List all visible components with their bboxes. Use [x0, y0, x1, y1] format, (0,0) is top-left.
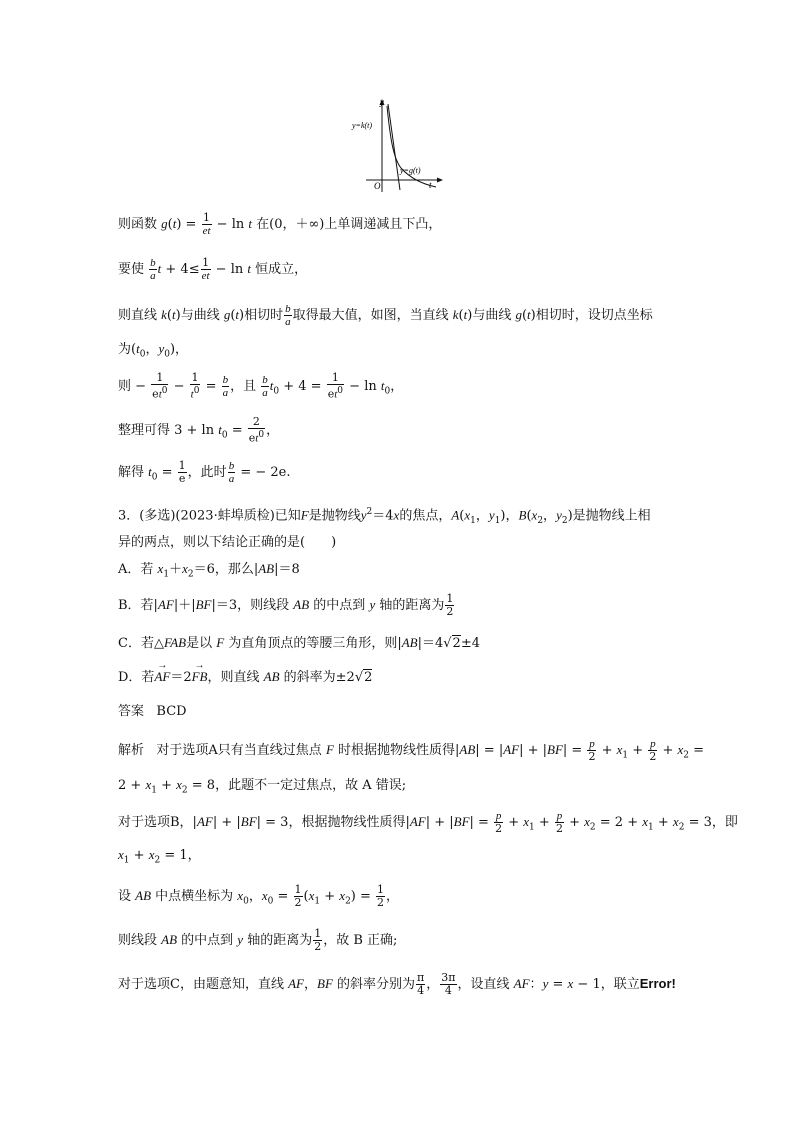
- option-a: A．若 $x_1+x_2=6$，那么|AB|＝8: [118, 561, 300, 580]
- answer-label: 答案: [118, 704, 145, 719]
- answer-value: BCD: [156, 704, 187, 719]
- t-axis-arrow: [437, 178, 443, 183]
- origin-label: O: [374, 181, 381, 191]
- analysis-label: 解析: [118, 743, 145, 758]
- analysis-line-4: $x_1 + x_2 = 1$，: [118, 847, 201, 866]
- analysis-line-6: 则线段 AB 的中点到 y 轴的距离为 $\frac{1}{2}$ ，故 B 正确;: [118, 927, 398, 953]
- tangent-figure: [346, 96, 446, 194]
- analysis-line-2: $2 + x_1 + x_2 = 8$，此题不一定过焦点，故 A 错误;: [118, 777, 407, 796]
- solution-line-5: 则 − $\frac{1}{et^0}$ − $\frac{1}{t^0}$ = $\frac{b}{a}$ ，且 $\frac{b}{a}$ $t_0 + 4$ = $\frac{1}{et^0}$ − $\ln t_0$，: [118, 371, 404, 401]
- error-text: Error!: [639, 976, 676, 991]
- option-c: C．若△FAB是以 F 为直角顶点的等腰三角形，则|AB|＝4√2±4: [118, 635, 480, 651]
- solution-line-4: 为($t_0$，$y_0$)，: [118, 341, 189, 360]
- y-axis-label: y: [380, 97, 384, 107]
- t-axis-label: t: [429, 180, 432, 190]
- solution-line-2: 要使 $\frac{b}{a}$ t + 4≤ $\frac{1}{et}$ − ln t 恒成立，: [118, 256, 308, 282]
- curve-g-label: y=g(t): [400, 166, 421, 175]
- question-stem-line-1: 3．(多选)(2023·蚌埠质检)已知F是抛物线$y^2=4x$的焦点，$A(x_1$，$y_1$)，$B(x_2$，$y_2$)是抛物线上相: [118, 507, 651, 526]
- line-k: [388, 104, 400, 190]
- option-d: D．若→ AF＝2→ FB，则直线 AB 的斜率为±2√2: [118, 668, 372, 687]
- analysis-line-7: 对于选项C，由题意知，直线 AF，BF 的斜率分别为 $\frac{\pi}{4}$ ， $\frac{3\pi}{4}$ ，设直线 AF：y = x − 1，联立Error!: [118, 971, 676, 997]
- analysis-line-5: 设 AB 中点横坐标为 $x_0$，$x_0$ = $\frac{1}{2}$ $(x_1 + x_2)$ = $\frac{1}{2}$ ，: [118, 883, 400, 909]
- analysis-line-1: 解析 对于选项A只有当直线过焦点 F 时根据抛物线性质得|AB| = |AF| + |BF| = $\frac{p}{2}$ + $x_1$ + $\frac{p}{2}$ + $x_2$ =: [118, 738, 705, 763]
- question-stem-line-2: 异的两点，则以下结论正确的是( ): [118, 535, 337, 550]
- solution-line-6: 整理可得 $3 + \ln t_0$ = $\frac{2}{et^0}$ ，: [118, 415, 280, 445]
- option-b: B．若|AF|＋|BF|＝3，则线段 AB 的中点到 y 轴的距离为 $\frac{1}{2}$: [118, 592, 454, 618]
- solution-line-7: 解得 $t_0$ = $\frac{1}{e}$ ，此时 $\frac{b}{a}$ = − 2e.: [118, 459, 291, 485]
- answer-line: [118, 703, 187, 721]
- analysis-line-3: 对于选项B，|AF| + |BF| = 3，根据抛物线性质得|AF| + |BF| = $\frac{p}{2}$ + $x_1$ + $\frac{p}{2}$ + $x_2 = 2 + x_1 + x_2 = 3$，即: [118, 810, 738, 835]
- solution-line-1: 则函数 g(t) = $\frac{1}{et}$ − ln t 在(0，＋∞)上单调递减且下凸，: [118, 211, 442, 237]
- solution-line-3: 则直线 k(t)与曲线 g(t)相切时 $\frac{b}{a}$ 取得最大值，如图，当直线 k(t)与曲线 g(t)相切时，设切点坐标: [118, 303, 653, 328]
- curve-k-label: y=k(t): [352, 121, 373, 130]
